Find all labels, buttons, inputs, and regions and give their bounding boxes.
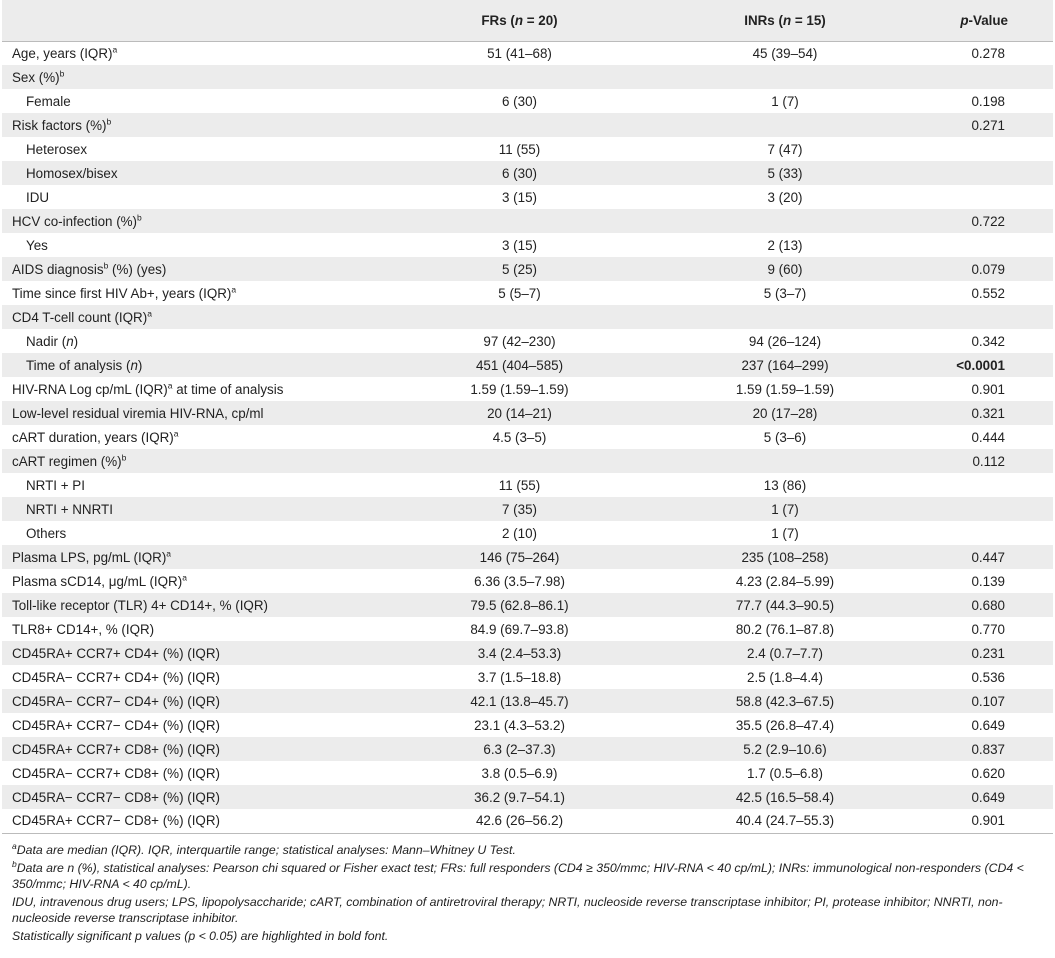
row-p-value: 0.620	[971, 765, 1005, 781]
table-row	[2, 593, 1053, 617]
row-label-text: TLR8+ CD14+, % (IQR)	[12, 621, 155, 637]
header-frs-n: n	[514, 12, 524, 28]
row-label	[2, 689, 402, 713]
row-p-value: 0.079	[971, 261, 1005, 277]
row-inr-value: 13 (86)	[763, 477, 807, 493]
row-inr-value: 5 (3–6)	[763, 429, 807, 445]
row-label	[2, 89, 402, 113]
row-p-value: 0.342	[971, 333, 1005, 349]
table-row	[2, 305, 1053, 329]
row-label-text: Low-level residual viremia HIV-RNA, cp/ml	[12, 405, 264, 421]
row-inr-value: 58.8 (42.3–67.5)	[735, 693, 835, 709]
row-fr-value: 3 (15)	[502, 189, 537, 205]
row-p-value	[933, 305, 1053, 329]
table-row	[2, 161, 1053, 185]
row-p-value: 0.649	[971, 789, 1005, 805]
row-inr-value: 7 (47)	[767, 141, 803, 157]
row-fr-value: 97 (42–230)	[483, 333, 556, 349]
row-label	[2, 713, 402, 737]
row-label-text: NRTI + NNRTI	[26, 501, 113, 517]
row-inr-value: 4.23 (2.84–5.99)	[735, 573, 835, 589]
row-label	[2, 785, 402, 809]
row-label-text: IDU	[26, 189, 50, 205]
row-p-value: 0.112	[972, 453, 1005, 469]
row-fr-value: 7 (35)	[502, 501, 537, 517]
row-p-value: 0.552	[971, 285, 1005, 301]
row-inr-value: 42.5 (16.5–58.4)	[735, 789, 835, 805]
header-p-value	[933, 0, 1053, 41]
row-inr-value: 5.2 (2.9–10.6)	[743, 741, 827, 757]
header-p-italic: p	[960, 12, 969, 28]
row-label-text: cART duration, years (IQR)	[12, 429, 174, 445]
row-p-value: 0.649	[971, 717, 1005, 733]
row-label-footnote-mark: a	[112, 44, 118, 55]
row-inr-value: 1 (7)	[771, 93, 799, 109]
row-label	[2, 809, 402, 833]
row-inr-value: 235 (108–258)	[741, 549, 829, 565]
row-p-value	[933, 65, 1053, 89]
row-fr-value: 5 (25)	[502, 261, 537, 277]
row-fr-value: 3.8 (0.5–6.9)	[481, 765, 558, 781]
table-row	[2, 281, 1053, 305]
row-label-text: Sex (%)	[12, 69, 60, 85]
row-inr-value: 1.7 (0.5–6.8)	[747, 765, 823, 781]
table-row	[2, 497, 1053, 521]
row-label	[2, 353, 402, 377]
row-p-value: 0.901	[971, 381, 1005, 397]
row-label	[2, 305, 402, 329]
row-inr-value: 1 (7)	[771, 525, 799, 541]
row-label	[2, 497, 402, 521]
row-label-suffix: (%) (yes)	[108, 261, 167, 277]
row-label-text: CD45RA− CCR7+ CD8+ (%) (IQR)	[12, 765, 220, 781]
header-inrs-suffix: = 15)	[791, 12, 826, 28]
row-p-value	[933, 137, 1053, 161]
row-fr-value: 84.9 (69.7–93.8)	[470, 621, 569, 637]
header-inrs-n: n	[782, 12, 792, 28]
row-label-footnote-mark: b	[59, 68, 65, 79]
row-p-value	[933, 233, 1053, 257]
row-inr-value: 237 (164–299)	[741, 357, 829, 373]
row-inr-value	[637, 449, 933, 473]
table-row	[2, 569, 1053, 593]
row-inr-value: 35.5 (26.8–47.4)	[735, 717, 835, 733]
row-fr-value: 6.36 (3.5–7.98)	[474, 573, 565, 589]
row-fr-value: 23.1 (4.3–53.2)	[474, 717, 565, 733]
row-label-text: AIDS diagnosis	[12, 261, 104, 277]
row-fr-value: 146 (75–264)	[479, 549, 560, 565]
footnote-b-text: Data are n (%), statistical analyses: Pearson chi squared or Fisher exact test; FRs: full responders (CD4 ≥ 350/mmc; HIV-RNA < 40 cp/mL); INRs: immunological non-responders (CD4 < 350/mmc; HIV-RNA < 40 cp/mL).	[12, 861, 1024, 891]
row-label-footnote-mark: b	[121, 452, 127, 463]
row-fr-value	[402, 65, 637, 89]
row-label	[2, 401, 402, 425]
row-fr-value: 20 (14–21)	[487, 405, 552, 421]
footnote-significance: Statistically significant p values (p < 0.05) are highlighted in bold font.	[12, 929, 389, 944]
table-row	[2, 545, 1053, 569]
row-label	[2, 569, 402, 593]
table-row	[2, 353, 1053, 377]
header-frs-suffix: = 20)	[523, 12, 558, 28]
row-label-footnote-mark: b	[137, 212, 142, 223]
table-row	[2, 329, 1053, 353]
row-fr-value: 5 (5–7)	[498, 285, 541, 301]
footnote-b-mark: b	[12, 859, 17, 870]
table-row	[2, 617, 1053, 641]
row-label-text: HCV co-infection (%)	[12, 213, 138, 229]
row-label-text: Plasma LPS, pg/mL (IQR)	[12, 549, 167, 565]
row-label-suffix: at time of analysis	[172, 381, 284, 397]
row-inr-value: 80.2 (76.1–87.8)	[735, 621, 835, 637]
row-inr-value: 20 (17–28)	[752, 405, 818, 421]
row-p-value	[933, 521, 1053, 545]
row-p-value: 0.680	[971, 597, 1005, 613]
table-header-row	[2, 0, 1053, 41]
table-row	[2, 233, 1053, 257]
footnote-b	[12, 861, 1042, 892]
row-label-footnote-mark: a	[167, 380, 173, 391]
row-inr-value: 5 (33)	[767, 165, 803, 181]
row-label-text: CD45RA− CCR7+ CD4+ (%) (IQR)	[12, 669, 220, 685]
row-label-italic: n	[130, 357, 138, 373]
row-label-footnote-mark: b	[103, 260, 109, 271]
row-fr-value: 6 (30)	[502, 93, 537, 109]
row-label-footnote-mark: a	[182, 572, 187, 583]
header-inrs	[637, 0, 933, 41]
row-label-suffix: )	[73, 333, 79, 349]
row-label-text: HIV-RNA Log cp/mL (IQR)	[12, 381, 168, 397]
row-label-text: Plasma sCD14, μg/mL (IQR)	[12, 573, 183, 589]
row-label-text: Risk factors (%)	[12, 117, 107, 133]
row-inr-value: 40.4 (24.7–55.3)	[637, 809, 933, 833]
row-label-text: Age, years (IQR)	[12, 45, 113, 61]
row-label-footnote-mark: b	[106, 116, 112, 127]
row-fr-value: 6.3 (2–37.3)	[483, 741, 556, 757]
row-fr-value	[402, 305, 637, 329]
row-p-value: 0.139	[971, 573, 1005, 589]
row-inr-value	[637, 305, 933, 329]
row-inr-value: 2.4 (0.7–7.7)	[747, 645, 823, 661]
table-row	[2, 209, 1053, 233]
row-inr-value: 5 (3–7)	[763, 285, 807, 301]
row-label	[2, 161, 402, 185]
table-row	[2, 521, 1053, 545]
row-fr-value: 11 (55)	[498, 477, 541, 493]
table-row	[2, 689, 1053, 713]
row-label	[2, 617, 402, 641]
table-row	[2, 425, 1053, 449]
header-label-col	[2, 0, 402, 41]
row-fr-value: 79.5 (62.8–86.1)	[470, 597, 569, 613]
table-row	[2, 41, 1053, 65]
row-label-footnote-mark: a	[173, 428, 179, 439]
data-table	[2, 0, 1053, 834]
row-label-text: CD45RA− CCR7− CD8+ (%) (IQR)	[12, 789, 220, 805]
row-label-text: Nadir (	[26, 333, 67, 349]
row-fr-value: 4.5 (3–5)	[492, 429, 547, 445]
row-label-text: Female	[26, 93, 71, 109]
row-label	[2, 209, 402, 233]
row-label-footnote-mark: a	[231, 284, 237, 295]
footnote-a	[12, 840, 1042, 858]
table-row	[2, 737, 1053, 761]
row-fr-value: 451 (404–585)	[475, 357, 564, 373]
row-inr-value: 1 (7)	[771, 501, 799, 517]
row-label	[2, 665, 402, 689]
row-fr-value	[402, 209, 637, 233]
row-p-value	[933, 161, 1053, 185]
table-row	[2, 761, 1053, 785]
row-p-value	[933, 497, 1053, 521]
footnote-abbreviations: IDU, intravenous drug users; LPS, lipopolysaccharide; cART, combination of antiretroviral therapy; NRTI, nucleoside reverse transcriptase inhibitor; PI, protease inhibitor; NNRTI, non-nucleoside reverse transcriptase inhibitor.	[12, 895, 1003, 925]
row-label-text: Time of analysis (	[26, 357, 131, 373]
table-row	[2, 137, 1053, 161]
row-fr-value: 3.7 (1.5–18.8)	[477, 669, 562, 685]
row-inr-value	[637, 113, 933, 137]
row-label-text: Heterosex	[26, 141, 88, 157]
row-inr-value	[637, 209, 933, 233]
row-fr-value: 6 (30)	[502, 165, 537, 181]
row-inr-value: 9 (60)	[767, 261, 803, 277]
row-label-text: NRTI + PI	[26, 477, 85, 493]
row-p-value: 0.198	[971, 93, 1005, 109]
row-p-value: 0.321	[971, 405, 1005, 421]
row-label	[2, 473, 402, 497]
table-row	[2, 377, 1053, 401]
row-label	[2, 233, 402, 257]
row-p-value: 0.447	[971, 549, 1005, 565]
row-p-value: <0.0001	[956, 357, 1005, 373]
row-p-value	[933, 473, 1053, 497]
row-inr-value: 2 (13)	[767, 237, 803, 253]
row-fr-value: 1.59 (1.59–1.59)	[470, 381, 569, 397]
row-label-text: Yes	[26, 237, 48, 253]
row-fr-value: 3.4 (2.4–53.3)	[477, 645, 562, 661]
row-label	[2, 281, 402, 305]
row-label-text: cART regimen (%)	[12, 453, 122, 469]
row-label	[2, 521, 402, 545]
row-fr-value: 42.6 (26–56.2)	[402, 809, 637, 833]
row-inr-value: 77.7 (44.3–90.5)	[735, 597, 835, 613]
row-label	[2, 737, 402, 761]
table-row	[2, 257, 1053, 281]
table-row	[2, 89, 1053, 113]
row-inr-value: 94 (26–124)	[748, 333, 822, 349]
row-label	[2, 377, 402, 401]
row-p-value: 0.278	[971, 45, 1005, 61]
header-frs-prefix: FRs (	[481, 12, 515, 28]
row-fr-value: 11 (55)	[498, 141, 541, 157]
table-row	[2, 641, 1053, 665]
row-label-text: Others	[26, 525, 67, 541]
row-p-value: 0.107	[971, 693, 1005, 709]
row-label	[2, 137, 402, 161]
row-p-value: 0.901	[933, 809, 1053, 833]
row-label-suffix: )	[137, 357, 143, 373]
row-p-value: 0.444	[971, 429, 1005, 445]
row-fr-value	[402, 449, 637, 473]
row-p-value	[933, 185, 1053, 209]
row-label-text: CD45RA+ CCR7+ CD8+ (%) (IQR)	[12, 741, 220, 757]
row-inr-value: 45 (39–54)	[752, 45, 818, 61]
row-label	[2, 449, 402, 473]
row-label	[2, 641, 402, 665]
row-p-value: 0.770	[971, 621, 1005, 637]
row-label	[2, 329, 402, 353]
row-label-footnote-mark: a	[166, 548, 172, 559]
table-row	[2, 65, 1053, 89]
header-frs	[402, 0, 637, 41]
table-row	[2, 665, 1053, 689]
table-row	[2, 713, 1053, 737]
row-label-text: CD45RA+ CCR7− CD4+ (%) (IQR)	[12, 717, 220, 733]
row-fr-value: 51 (41–68)	[487, 45, 552, 61]
row-fr-value: 36.2 (9.7–54.1)	[474, 789, 565, 805]
row-label	[2, 41, 402, 65]
table-row	[2, 113, 1053, 137]
row-p-value: 0.837	[971, 741, 1005, 757]
row-label	[2, 65, 402, 89]
row-p-value: 0.231	[971, 645, 1005, 661]
row-inr-value: 1.59 (1.59–1.59)	[735, 381, 835, 397]
row-p-value: 0.722	[971, 213, 1005, 229]
table-row	[2, 185, 1053, 209]
table-row	[2, 785, 1053, 809]
footnote-a-text: Data are median (IQR). IQR, interquartile range; statistical analyses: Mann–Whitney U Test.	[16, 843, 516, 857]
row-label-text: CD45RA− CCR7− CD4+ (%) (IQR)	[12, 693, 220, 709]
row-label-italic: n	[66, 333, 74, 349]
table-row	[2, 473, 1053, 497]
row-fr-value	[402, 113, 637, 137]
header-p-suffix: -Value	[968, 12, 1008, 28]
row-label	[2, 185, 402, 209]
row-p-value: 0.536	[971, 669, 1005, 685]
row-inr-value: 3 (20)	[767, 189, 803, 205]
row-label-footnote-mark: a	[147, 308, 152, 319]
row-inr-value: 2.5 (1.8–4.4)	[747, 669, 823, 685]
row-label-text: Homosex/bisex	[26, 165, 118, 181]
table-row	[2, 449, 1053, 473]
row-label	[2, 593, 402, 617]
row-label-text: Time since first HIV Ab+, years (IQR)	[12, 285, 232, 301]
row-label	[2, 113, 402, 137]
row-p-value: 0.271	[971, 117, 1005, 133]
row-label-text: CD4 T-cell count (IQR)	[12, 309, 148, 325]
row-label-text: Toll-like receptor (TLR) 4+ CD14+, % (IQR)	[12, 597, 268, 613]
row-fr-value: 3 (15)	[502, 237, 537, 253]
footnote-a-mark: a	[12, 840, 17, 851]
header-inrs-prefix: INRs (	[744, 12, 783, 28]
row-label	[2, 257, 402, 281]
row-fr-value: 42.1 (13.8–45.7)	[470, 693, 569, 709]
table-footnotes	[12, 840, 1042, 947]
row-inr-value	[637, 65, 933, 89]
row-label	[2, 761, 402, 785]
row-fr-value: 2 (10)	[502, 525, 537, 541]
table-row	[2, 401, 1053, 425]
row-label-text: CD45RA+ CCR7+ CD4+ (%) (IQR)	[12, 645, 220, 661]
table-row	[2, 809, 1053, 833]
row-label	[2, 545, 402, 569]
row-label-text: CD45RA+ CCR7− CD8+ (%) (IQR)	[12, 813, 220, 829]
row-label	[2, 425, 402, 449]
